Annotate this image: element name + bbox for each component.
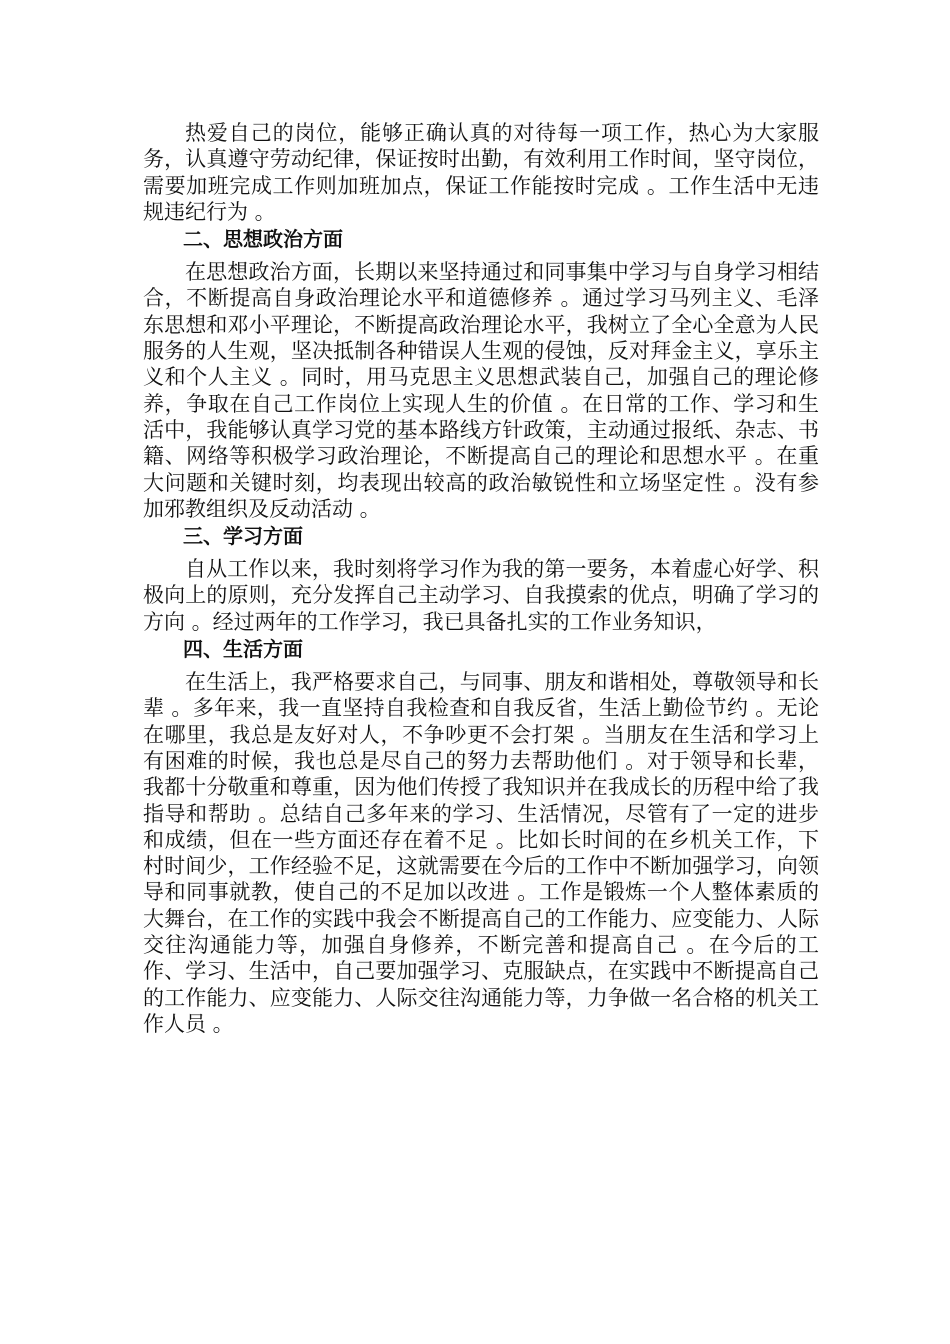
section-heading-life: 四、生活方面 <box>183 637 303 662</box>
section-heading-political: 二、思想政治方面 <box>183 227 343 252</box>
section-text-study: 自从工作以来，我时刻将学习作为我的第一要务，本着虚心好学、积极向上的原则，充分发挥自己主动学习、自我摸索的优点，明确了学习的方向 。经过两年的工作学习，我已具备扎实的工作业务知识， <box>143 557 819 634</box>
section-text-life: 在生活上，我严格要求自己，与同事、朋友和谐相处，尊敬领导和长辈 。多年来，我一直坚持自我检查和自我反省，生活上勤俭节约 。无论在哪里，我总是友好对人，不争吵更不会打架 。当朋友在生活和学习上有困难的时候，我也总是尽自己的努力去帮助他们 。对于领导和长辈，我都十分敬重和尊重，因为他们传授了我知识并在我成长的历程中给了我指导和帮助 。总结自己多年来的学习、生活情况，尽管有了一定的进步和成绩，但在一些方面还存在着不足 。比如长时间的在乡机关工作，下村时间少，工作经验不足，这就需要在今后的工作中不断加强学习，向领导和同事就教，使自己的不足加以改进 。工作是锻炼一个人整体素质的大舞台，在工作的实践中我会不断提高自己的工作能力、应变能力、人际交往沟通能力等，加强自身修养，不断完善和提高自己 。在今后的工作、学习、生活中，自己要加强学习、克服缺点，在实践中不断提高自己的工作能力、应变能力、人际交往沟通能力等，力争做一名合格的机关工作人员 。 <box>143 670 819 1036</box>
section-heading-study: 三、学习方面 <box>183 524 303 549</box>
section-text-political: 在思想政治方面，长期以来坚持通过和同事集中学习与自身学习相结合，不断提高自身政治理论水平和道德修养 。通过学习马列主义、毛泽东思想和邓小平理论，不断提高政治理论水平，我树立了全心全意为人民服务的人生观，坚决抵制各种错误人生观的侵蚀，反对拜金主义，享乐主义和个人主义 。同时，用马克思主义思想武装自己，加强自己的理论修养，争取在自己工作岗位上实现人生的价值 。在日常的工作、学习和生活中，我能够认真学习党的基本路线方针政策，主动通过报纸、杂志、书籍、网络等积极学习政治理论，不断提高自己的理论和思想水平 。在重大问题和关键时刻，均表现出较高的政治敏锐性和立场坚定性 。没有参加邪教组织及反动活动 。 <box>143 260 819 521</box>
intro-paragraph: 热爱自己的岗位，能够正确认真的对待每一项工作，热心为大家服务，认真遵守劳动纪律，保证按时出勤，有效利用工作时间，坚守岗位，需要加班完成工作则加班加点，保证工作能按时完成 。工作生活中无违规违纪行为 。 <box>143 121 819 224</box>
document-body <box>143 120 819 1037</box>
